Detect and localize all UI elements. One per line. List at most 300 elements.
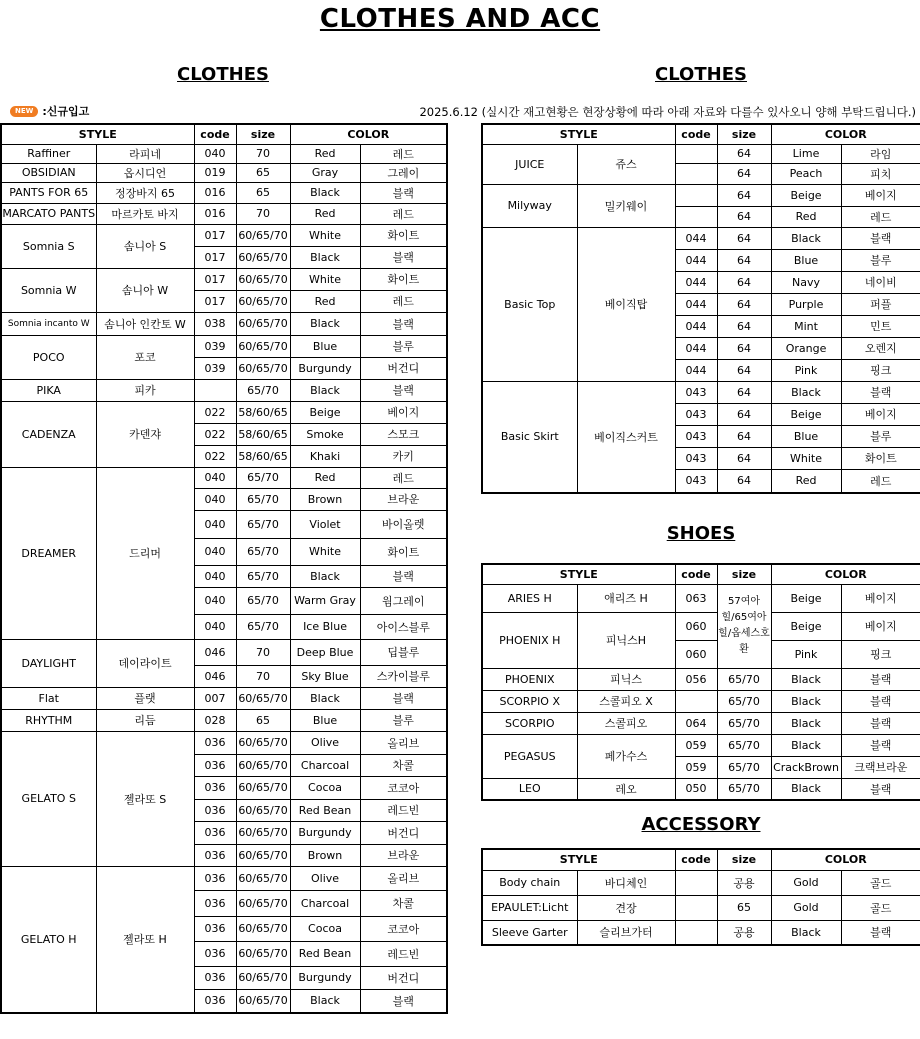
color-ko: 그레이 — [360, 163, 447, 182]
code-cell: 022 — [194, 445, 236, 467]
color-en: Pink — [771, 640, 841, 668]
color-ko: 베이지 — [841, 584, 920, 612]
color-en: Olive — [290, 731, 360, 754]
color-en: Black — [771, 920, 841, 945]
color-ko: 화이트 — [360, 224, 447, 246]
size-cell: 64 — [717, 337, 771, 359]
style-ko: 스콜피오 — [577, 712, 675, 734]
header-style: STYLE — [482, 849, 675, 870]
size-cell: 64 — [717, 469, 771, 493]
table-row — [482, 612, 920, 640]
color-ko: 블랙 — [841, 227, 920, 249]
style-en: GELATO H — [1, 866, 96, 1013]
section-title-accessory: ACCESSORY — [641, 814, 761, 835]
code-cell: 044 — [675, 337, 717, 359]
style-en: Basic Skirt — [482, 381, 577, 493]
color-en: Black — [771, 690, 841, 712]
color-en: Burgundy — [290, 357, 360, 379]
style-ko: 솜니아 인칸토 W — [96, 312, 194, 335]
table-row — [1, 312, 447, 335]
color-en: Peach — [771, 163, 841, 184]
code-cell: 036 — [194, 890, 236, 916]
code-cell: 040 — [194, 587, 236, 614]
color-en: Black — [290, 246, 360, 268]
header-code: code — [675, 564, 717, 584]
header-size: size — [717, 124, 771, 144]
style-ko: 애리즈 H — [577, 584, 675, 612]
code-cell — [675, 163, 717, 184]
color-ko: 레드 — [841, 206, 920, 227]
code-cell: 036 — [194, 799, 236, 821]
code-cell: 036 — [194, 941, 236, 966]
size-cell: 64 — [717, 227, 771, 249]
color-ko: 블루 — [360, 335, 447, 357]
style-ko: 베이직탑 — [577, 227, 675, 381]
color-ko: 브라운 — [360, 488, 447, 510]
size-cell: 64 — [717, 271, 771, 293]
color-ko: 베이지 — [841, 403, 920, 425]
size-cell: 65/70 — [236, 614, 290, 639]
color-en: Gray — [290, 163, 360, 182]
code-cell: 056 — [675, 668, 717, 690]
size-cell: 65 — [717, 895, 771, 920]
color-ko: 블랙 — [360, 989, 447, 1013]
style-ko: 솜니아 S — [96, 224, 194, 268]
color-ko: 바이올렛 — [360, 510, 447, 538]
color-en: Black — [290, 312, 360, 335]
color-en: Blue — [290, 709, 360, 731]
size-cell: 65/70 — [717, 712, 771, 734]
color-en: Blue — [290, 335, 360, 357]
code-cell: 040 — [194, 614, 236, 639]
color-ko: 코코아 — [360, 776, 447, 799]
clothes-table-right — [481, 123, 920, 494]
style-ko: 젤라또 S — [96, 731, 194, 866]
stock-notice: 2025.6.12 (실시간 재고현황은 현장상황에 따라 아래 자료와 다를수 있사오니 양해 부탁드립니다.) — [419, 105, 916, 119]
table-row — [1, 268, 447, 290]
code-cell: 060 — [675, 640, 717, 668]
code-cell: 059 — [675, 734, 717, 756]
color-en: Red — [771, 469, 841, 493]
color-ko: 블루 — [360, 709, 447, 731]
table-row — [1, 379, 447, 401]
style-ko: 페가수스 — [577, 734, 675, 778]
color-ko: 레드빈 — [360, 799, 447, 821]
size-cell: 64 — [717, 184, 771, 206]
color-en: CrackBrown — [771, 756, 841, 778]
code-cell: 022 — [194, 423, 236, 445]
style-en: Sleeve Garter — [482, 920, 577, 945]
code-cell — [675, 895, 717, 920]
color-en: Burgundy — [290, 966, 360, 989]
color-ko: 스모크 — [360, 423, 447, 445]
style-ko: 밀키웨이 — [577, 184, 675, 227]
table-row — [482, 920, 920, 945]
color-en: Red — [290, 144, 360, 163]
size-cell: 60/65/70 — [236, 941, 290, 966]
color-ko: 베이지 — [841, 612, 920, 640]
size-cell: 60/65/70 — [236, 844, 290, 866]
style-en: POCO — [1, 335, 96, 379]
header-color: COLOR — [771, 124, 920, 144]
size-cell: 70 — [236, 144, 290, 163]
style-ko: 포코 — [96, 335, 194, 379]
style-en: Raffiner — [1, 144, 96, 163]
color-en: Deep Blue — [290, 639, 360, 665]
color-en: Beige — [771, 612, 841, 640]
size-cell: 65/70 — [236, 587, 290, 614]
size-cell: 65 — [236, 163, 290, 182]
code-cell: 039 — [194, 357, 236, 379]
style-en: Basic Top — [482, 227, 577, 381]
size-cell: 60/65/70 — [236, 916, 290, 941]
size-cell: 65 — [236, 709, 290, 731]
table-row — [482, 381, 920, 403]
code-cell: 043 — [675, 425, 717, 447]
shoes-header-row — [482, 564, 920, 584]
color-ko: 블랙 — [360, 312, 447, 335]
size-cell: 64 — [717, 403, 771, 425]
size-cell: 65/70 — [717, 690, 771, 712]
color-en: Smoke — [290, 423, 360, 445]
header-code: code — [675, 124, 717, 144]
code-cell: 059 — [675, 756, 717, 778]
color-en: Beige — [771, 584, 841, 612]
color-ko: 코코아 — [360, 916, 447, 941]
code-cell: 044 — [675, 359, 717, 381]
color-en: Mint — [771, 315, 841, 337]
code-cell — [194, 379, 236, 401]
color-en: Burgundy — [290, 821, 360, 844]
color-en: Gold — [771, 895, 841, 920]
style-ko: 정장바지 65 — [96, 182, 194, 203]
color-ko: 민트 — [841, 315, 920, 337]
table-row — [482, 778, 920, 800]
table-row — [1, 866, 447, 890]
style-ko: 리듬 — [96, 709, 194, 731]
color-en: Black — [771, 227, 841, 249]
code-cell: 016 — [194, 203, 236, 224]
code-cell: 036 — [194, 731, 236, 754]
color-ko: 스카이블루 — [360, 665, 447, 687]
style-ko: 레오 — [577, 778, 675, 800]
size-cell: 65/70 — [236, 488, 290, 510]
color-en: Cocoa — [290, 916, 360, 941]
color-en: White — [290, 224, 360, 246]
code-cell: 060 — [675, 612, 717, 640]
section-title-shoes: SHOES — [666, 523, 736, 544]
table-row — [1, 224, 447, 246]
style-en: Body chain — [482, 870, 577, 895]
style-en: PHOENIX H — [482, 612, 577, 668]
color-ko: 베이지 — [360, 401, 447, 423]
color-ko: 블랙 — [841, 690, 920, 712]
color-ko: 블랙 — [360, 182, 447, 203]
style-en: RHYTHM — [1, 709, 96, 731]
color-en: Orange — [771, 337, 841, 359]
color-en: Black — [290, 989, 360, 1013]
style-en: Somnia W — [1, 268, 96, 312]
size-cell: 58/60/65 — [236, 401, 290, 423]
color-ko: 레드 — [360, 203, 447, 224]
size-cell: 64 — [717, 381, 771, 403]
color-en: Black — [290, 565, 360, 587]
code-cell: 017 — [194, 224, 236, 246]
color-ko: 레드 — [360, 467, 447, 488]
code-cell: 040 — [194, 144, 236, 163]
code-cell: 036 — [194, 821, 236, 844]
color-ko: 핑크 — [841, 640, 920, 668]
style-ko: 카덴쟈 — [96, 401, 194, 467]
color-ko: 골드 — [841, 895, 920, 920]
code-cell: 040 — [194, 538, 236, 565]
style-ko: 드리머 — [96, 467, 194, 639]
style-en: SCORPIO X — [482, 690, 577, 712]
color-ko: 올리브 — [360, 731, 447, 754]
size-cell: 64 — [717, 425, 771, 447]
style-ko: 피카 — [96, 379, 194, 401]
size-cell: 58/60/65 — [236, 445, 290, 467]
style-en: PEGASUS — [482, 734, 577, 778]
style-ko: 베이직스커트 — [577, 381, 675, 493]
code-cell: 028 — [194, 709, 236, 731]
size-cell: 65/70 — [717, 734, 771, 756]
color-ko: 화이트 — [841, 447, 920, 469]
color-ko: 버건디 — [360, 966, 447, 989]
code-cell: 044 — [675, 293, 717, 315]
color-ko: 아이스블루 — [360, 614, 447, 639]
size-cell: 58/60/65 — [236, 423, 290, 445]
table-row — [482, 870, 920, 895]
size-cell: 65/70 — [236, 379, 290, 401]
size-cell: 60/65/70 — [236, 754, 290, 776]
color-ko: 핑크 — [841, 359, 920, 381]
size-cell: 60/65/70 — [236, 335, 290, 357]
code-cell: 016 — [194, 182, 236, 203]
header-size: size — [236, 124, 290, 144]
color-ko: 레드 — [360, 144, 447, 163]
code-cell: 036 — [194, 844, 236, 866]
style-en: Somnia incanto W — [1, 312, 96, 335]
header-style: STYLE — [482, 564, 675, 584]
size-cell: 64 — [717, 447, 771, 469]
color-en: White — [290, 538, 360, 565]
header-style: STYLE — [482, 124, 675, 144]
style-en: ARIES H — [482, 584, 577, 612]
header-color: COLOR — [771, 849, 920, 870]
table-row — [1, 709, 447, 731]
color-ko: 오렌지 — [841, 337, 920, 359]
style-ko: 슬리브가터 — [577, 920, 675, 945]
style-en: Flat — [1, 687, 96, 709]
style-en: GELATO S — [1, 731, 96, 866]
color-ko: 차콜 — [360, 754, 447, 776]
accessory-table — [481, 848, 920, 946]
color-en: Blue — [771, 425, 841, 447]
size-cell: 60/65/70 — [236, 799, 290, 821]
color-ko: 블랙 — [841, 920, 920, 945]
style-en: PHOENIX — [482, 668, 577, 690]
color-ko: 퍼플 — [841, 293, 920, 315]
header-code: code — [194, 124, 236, 144]
code-cell — [675, 144, 717, 163]
size-cell: 60/65/70 — [236, 312, 290, 335]
table-row — [482, 668, 920, 690]
color-en: Purple — [771, 293, 841, 315]
color-en: Violet — [290, 510, 360, 538]
shoes-table — [481, 563, 920, 801]
color-en: Red — [290, 290, 360, 312]
table-row — [1, 467, 447, 488]
color-en: White — [290, 268, 360, 290]
code-cell: 036 — [194, 776, 236, 799]
size-cell: 65/70 — [236, 510, 290, 538]
size-cell: 공용 — [717, 920, 771, 945]
code-cell: 063 — [675, 584, 717, 612]
code-cell: 017 — [194, 268, 236, 290]
style-ko: 쥬스 — [577, 144, 675, 184]
code-cell: 038 — [194, 312, 236, 335]
table-row — [1, 687, 447, 709]
code-cell — [675, 184, 717, 206]
color-ko: 라임 — [841, 144, 920, 163]
color-en: Warm Gray — [290, 587, 360, 614]
color-ko: 차콜 — [360, 890, 447, 916]
new-legend — [10, 103, 89, 119]
color-ko: 블루 — [841, 249, 920, 271]
size-cell: 65/70 — [717, 668, 771, 690]
color-en: Navy — [771, 271, 841, 293]
style-en: PANTS FOR 65 — [1, 182, 96, 203]
code-cell: 043 — [675, 403, 717, 425]
style-ko: 피닉스 — [577, 668, 675, 690]
size-cell: 60/65/70 — [236, 821, 290, 844]
style-en: MARCATO PANTS — [1, 203, 96, 224]
size-cell: 64 — [717, 249, 771, 271]
size-cell: 공용 — [717, 870, 771, 895]
size-cell: 60/65/70 — [236, 731, 290, 754]
color-en: Black — [771, 668, 841, 690]
code-cell: 043 — [675, 447, 717, 469]
code-cell: 044 — [675, 315, 717, 337]
color-en: Black — [290, 379, 360, 401]
color-en: Charcoal — [290, 890, 360, 916]
code-cell: 036 — [194, 989, 236, 1013]
color-ko: 블랙 — [360, 687, 447, 709]
style-ko: 솜니아 W — [96, 268, 194, 312]
code-cell: 040 — [194, 565, 236, 587]
header-color: COLOR — [290, 124, 447, 144]
code-cell — [675, 206, 717, 227]
code-cell — [675, 920, 717, 945]
color-en: Pink — [771, 359, 841, 381]
color-ko: 딥블루 — [360, 639, 447, 665]
color-en: White — [771, 447, 841, 469]
color-ko: 블랙 — [360, 246, 447, 268]
size-cell: 64 — [717, 163, 771, 184]
new-badge-icon: NEW — [10, 106, 38, 117]
style-en: Milyway — [482, 184, 577, 227]
color-ko: 브라운 — [360, 844, 447, 866]
code-cell: 044 — [675, 249, 717, 271]
color-ko: 화이트 — [360, 538, 447, 565]
color-ko: 화이트 — [360, 268, 447, 290]
size-cell: 60/65/70 — [236, 776, 290, 799]
code-cell: 022 — [194, 401, 236, 423]
clothes-header-row — [482, 124, 920, 144]
color-en: Brown — [290, 488, 360, 510]
color-ko: 블랙 — [360, 565, 447, 587]
style-ko: 젤라또 H — [96, 866, 194, 1013]
style-ko: 피닉스H — [577, 612, 675, 668]
color-ko: 카키 — [360, 445, 447, 467]
color-en: Red Bean — [290, 799, 360, 821]
style-en: JUICE — [482, 144, 577, 184]
table-row — [1, 182, 447, 203]
color-ko: 네이비 — [841, 271, 920, 293]
color-ko: 웜그레이 — [360, 587, 447, 614]
size-cell: 60/65/70 — [236, 357, 290, 379]
style-en: OBSIDIAN — [1, 163, 96, 182]
color-en: Sky Blue — [290, 665, 360, 687]
color-en: Red — [290, 203, 360, 224]
code-cell: 007 — [194, 687, 236, 709]
size-cell: 64 — [717, 293, 771, 315]
code-cell: 036 — [194, 754, 236, 776]
table-row — [482, 584, 920, 612]
header-size: size — [717, 849, 771, 870]
color-en: Beige — [290, 401, 360, 423]
color-ko: 블랙 — [841, 712, 920, 734]
size-cell: 60/65/70 — [236, 246, 290, 268]
code-cell: 017 — [194, 290, 236, 312]
code-cell — [675, 690, 717, 712]
size-cell: 64 — [717, 144, 771, 163]
code-cell: 040 — [194, 467, 236, 488]
color-en: Brown — [290, 844, 360, 866]
style-ko: 마르카토 바지 — [96, 203, 194, 224]
color-ko: 블루 — [841, 425, 920, 447]
table-row — [1, 144, 447, 163]
size-cell: 64 — [717, 206, 771, 227]
code-cell: 043 — [675, 381, 717, 403]
code-cell: 043 — [675, 469, 717, 493]
clothes-header-row — [1, 124, 447, 144]
header-style: STYLE — [1, 124, 194, 144]
header-size: size — [717, 564, 771, 584]
color-en: Gold — [771, 870, 841, 895]
size-cell: 60/65/70 — [236, 966, 290, 989]
style-en: CADENZA — [1, 401, 96, 467]
code-cell: 036 — [194, 866, 236, 890]
code-cell: 064 — [675, 712, 717, 734]
code-cell: 039 — [194, 335, 236, 357]
clothes-table-left — [0, 123, 448, 1014]
size-cell: 64 — [717, 315, 771, 337]
size-cell: 65/70 — [717, 778, 771, 800]
code-cell: 040 — [194, 488, 236, 510]
color-ko: 레드 — [841, 469, 920, 493]
style-ko: 라피네 — [96, 144, 194, 163]
header-color: COLOR — [771, 564, 920, 584]
color-ko: 버건디 — [360, 821, 447, 844]
size-cell: 64 — [717, 359, 771, 381]
color-en: Beige — [771, 403, 841, 425]
color-en: Olive — [290, 866, 360, 890]
color-ko: 블랙 — [841, 734, 920, 756]
accessory-header-row — [482, 849, 920, 870]
size-cell: 60/65/70 — [236, 989, 290, 1013]
